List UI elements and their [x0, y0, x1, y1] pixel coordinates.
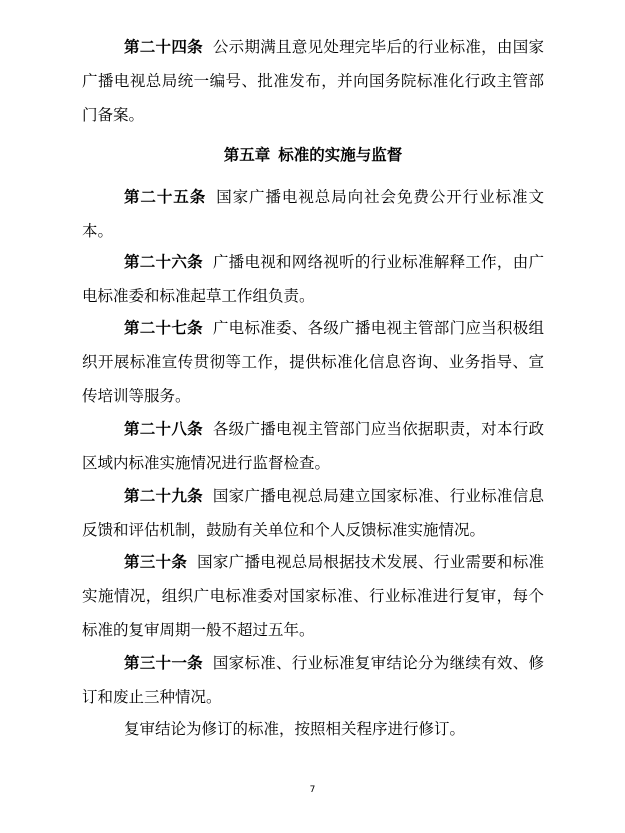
- article-text: 公示期满且意见处理完毕后的行业标准，由国家广播电视总局统一编号、批准发布，并向国务院标准化行政主管部门备案。: [82, 38, 544, 124]
- article-27: [82, 311, 544, 413]
- article-29: [82, 479, 544, 547]
- article-text: 广电标准委、各级广播电视主管部门应当积极组织开展标准宣传贯彻等工作，提供标准化信息咨询、业务指导、宣传培训等服务。: [82, 319, 544, 405]
- article-label: 第二十九条: [124, 487, 203, 505]
- article-label: 第二十八条: [124, 420, 203, 438]
- article-label: 第二十四条: [124, 38, 203, 56]
- article-text: 国家广播电视总局建立国家标准、行业标准信息反馈和评估机制，鼓励有关单位和个人反馈标准实施情况。: [82, 487, 544, 539]
- article-label: 第二十七条: [124, 319, 203, 337]
- page-number: 7: [309, 785, 316, 795]
- article-text: 国家广播电视总局向社会免费公开行业标准文本。: [82, 188, 544, 240]
- article-30: [82, 545, 544, 647]
- article-26: [82, 245, 544, 313]
- article-text: 各级广播电视主管部门应当依据职责，对本行政区域内标准实施情况进行监督检查。: [82, 420, 544, 472]
- article-text: 广播电视和网络视听的行业标准解释工作，由广电标准委和标准起草工作组负责。: [82, 253, 544, 305]
- article-label: 第三十条: [124, 553, 188, 571]
- article-label: 第二十五条: [124, 188, 207, 206]
- final-paragraph: 复审结论为修订的标准，按照相关程序进行修订。: [124, 720, 466, 738]
- article-label: 第三十一条: [124, 654, 203, 672]
- chapter-title: 标准的实施与监督: [278, 146, 403, 164]
- article-28: [82, 412, 544, 480]
- article-31: [82, 646, 544, 714]
- chapter-heading: [82, 143, 544, 167]
- article-text: 国家广播电视总局根据技术发展、行业需要和标准实施情况，组织广电标准委对国家标准、行业标准进行复审，每个标准的复审周期一般不超过五年。: [82, 553, 544, 639]
- article-25: [82, 180, 544, 248]
- article-text: 国家标准、行业标准复审结论分为继续有效、修订和废止三种情况。: [82, 654, 544, 706]
- article-label: 第二十六条: [124, 253, 203, 271]
- chapter-number: 第五章: [223, 146, 271, 164]
- article-24: [82, 30, 544, 132]
